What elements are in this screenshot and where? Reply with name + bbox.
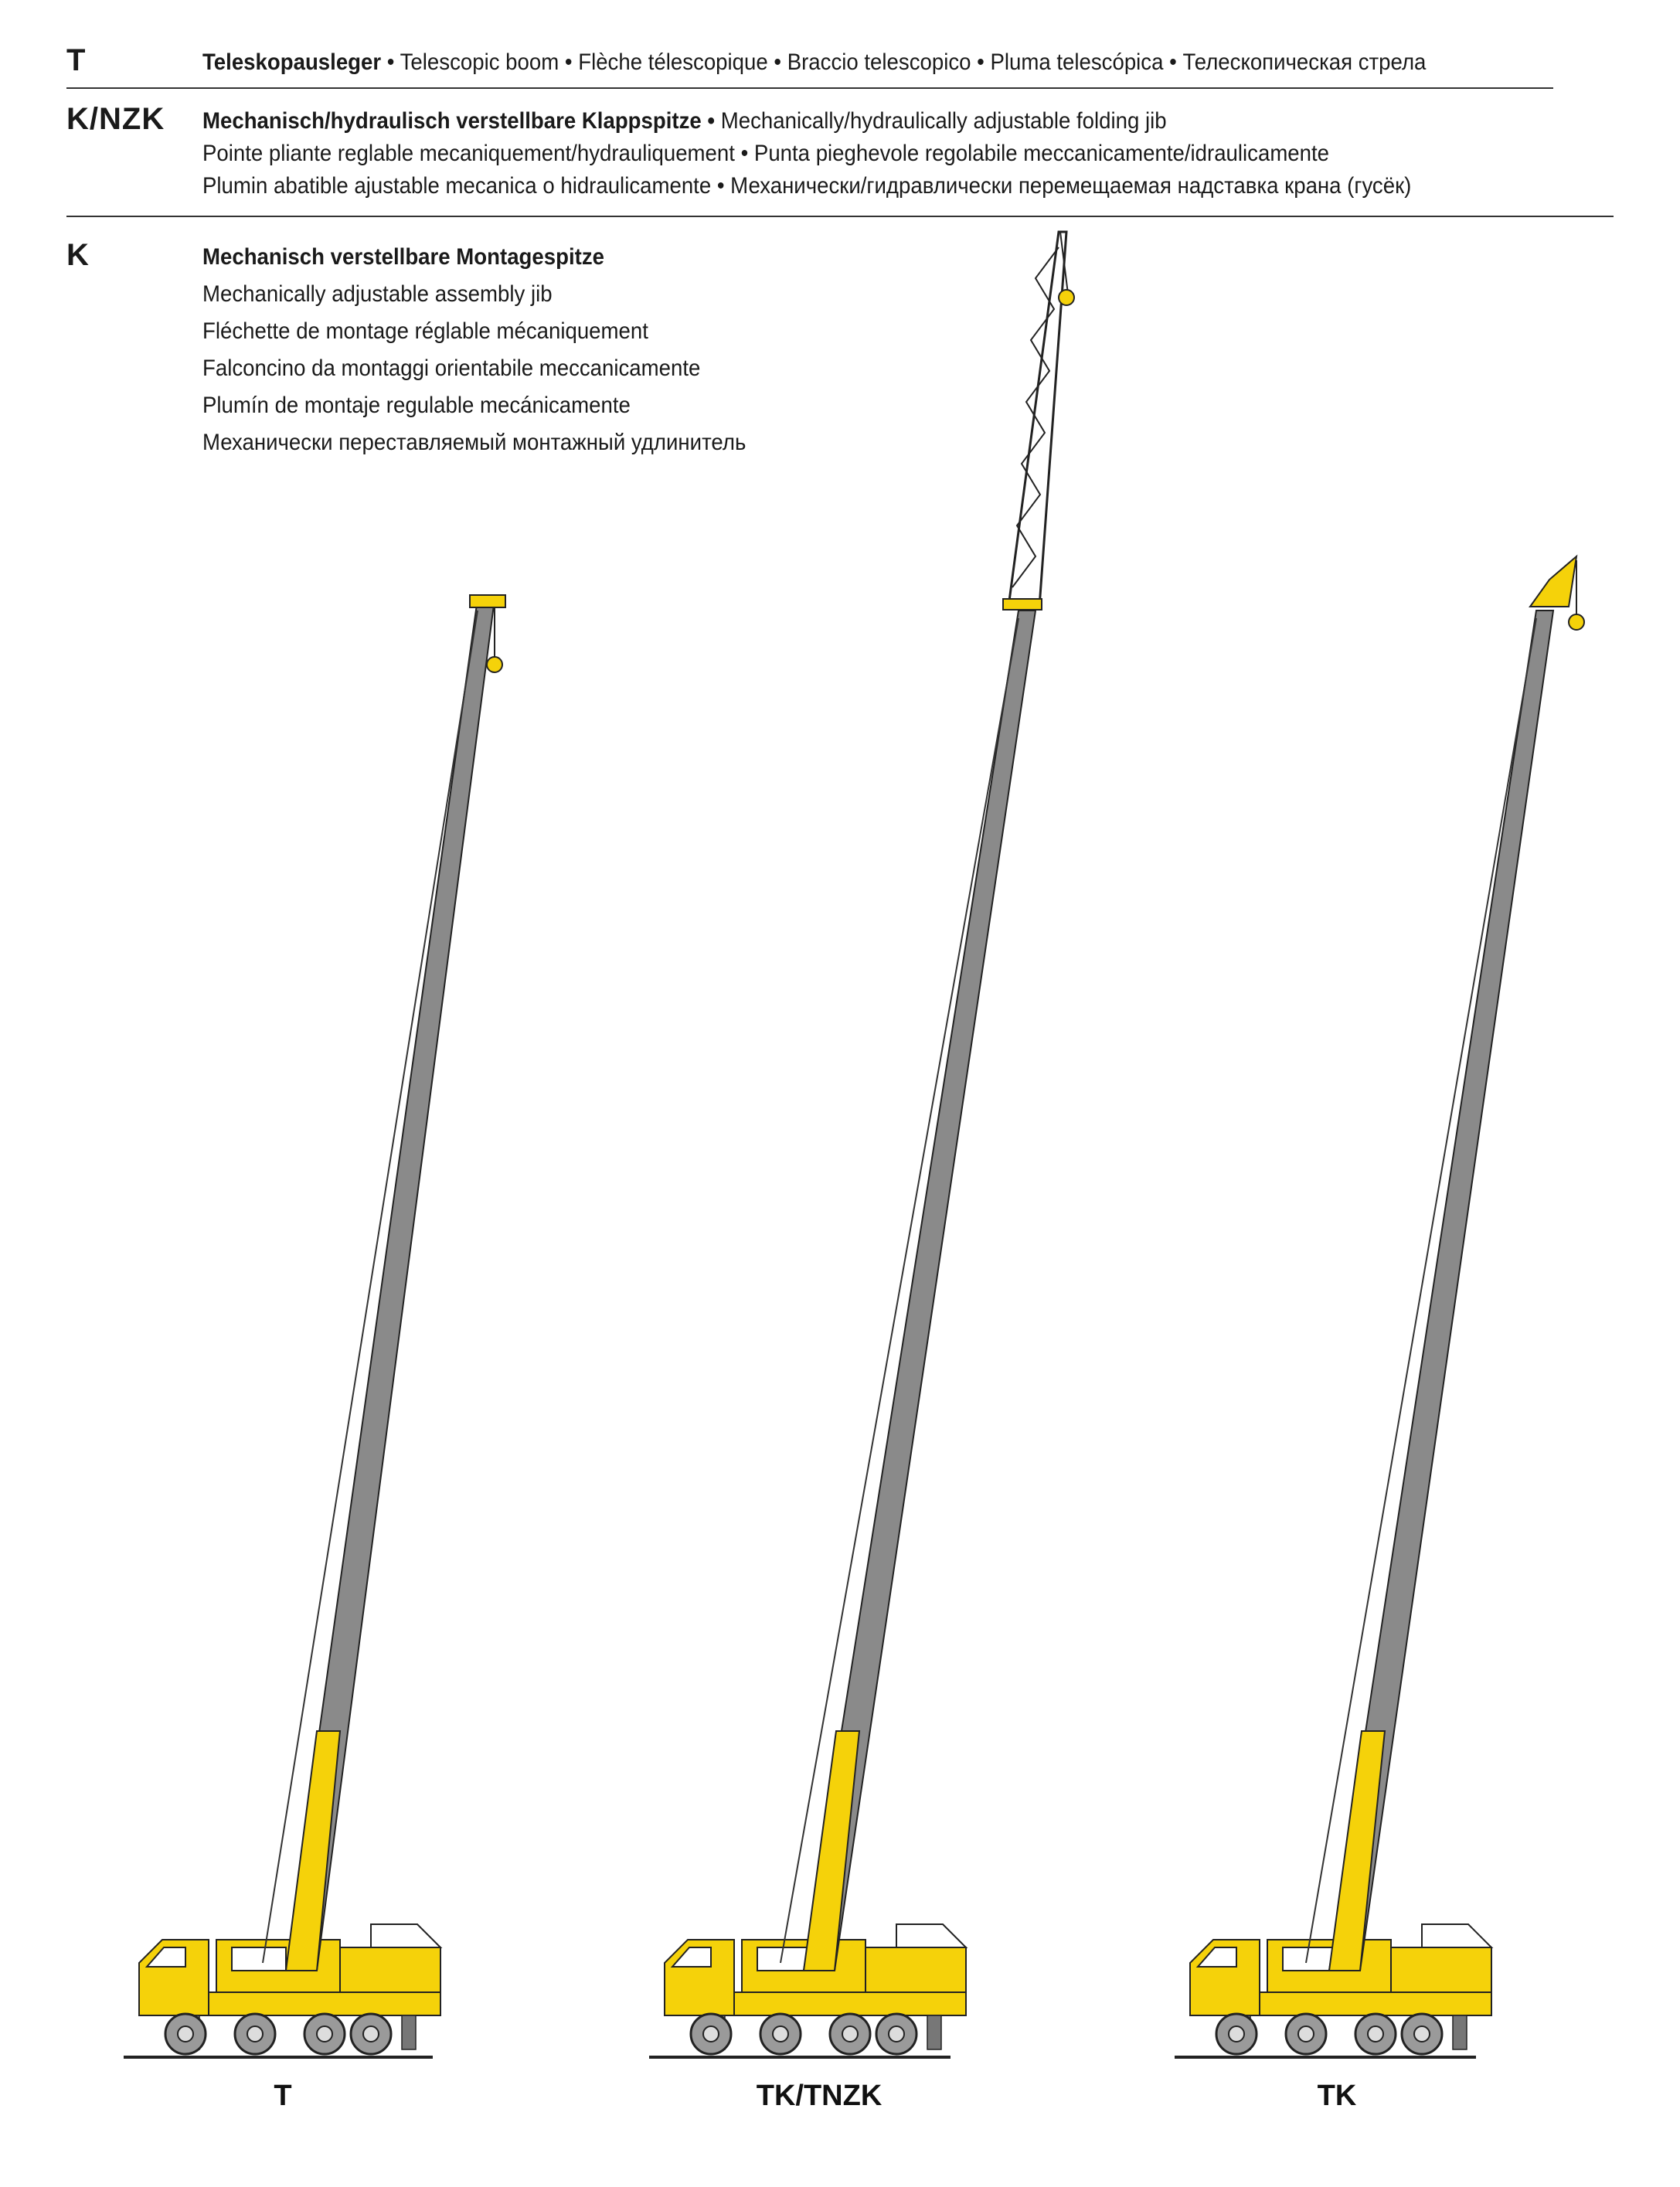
legend-line-bold: Teleskopausleger (202, 49, 382, 75)
legend-code: K (66, 238, 90, 272)
legend-line-rest: Mechanically adjustable assembly jib (202, 281, 553, 307)
legend-line-rest: Pointe pliante reglable mecaniquement/hydrauliquement • Punta pieghevole regolabile meccanicamente/idraulicamente (202, 141, 1330, 166)
legend-line-rest: • Telescopic boom • Flèche télescopique • Braccio telescopico • Pluma telescópica • Телескопическая стрела (381, 49, 1427, 75)
assembly-jib (1530, 556, 1576, 607)
crane-t (124, 595, 505, 2112)
boom-head (470, 595, 505, 607)
legend-line-bold: Mechanisch verstellbare Montagespitze (202, 244, 604, 270)
legend-code: T (66, 43, 87, 77)
luffing-cable (1306, 618, 1536, 1963)
legend-line-rest: Механически переставляемый монтажный удлинитель (202, 430, 746, 455)
crane-tk (1175, 556, 1584, 2112)
hook-block (1059, 290, 1074, 305)
hook-block (1569, 614, 1584, 630)
legend-line-rest: Plumín de montaje regulable mecánicamente (202, 393, 631, 418)
crane-label: T (274, 2080, 292, 2112)
legend-line-rest: Mechanically/hydraulically adjustable folding jib (715, 108, 1167, 134)
luffing-cable (780, 618, 1019, 1963)
legend-line-rest: Plumin abatible ajustable mecanica o hidraulicamente • Механически/гидравлически перемещаемая надставка крана (гусёк) (202, 173, 1412, 199)
crane-tk-tnzk (649, 232, 1074, 2112)
jib-base (1003, 599, 1042, 610)
crane-label: TK/TNZK (756, 2080, 883, 2112)
crane-label: TK (1317, 2080, 1357, 2112)
hook-block (487, 657, 502, 672)
luffing-cable (263, 611, 478, 1963)
legend-line-rest: Falconcino da montaggi orientabile meccanicamente (202, 355, 701, 381)
legend-code: K/NZK (66, 102, 165, 136)
legend-line-bold: Mechanisch/hydraulisch verstellbare Klappspitze • (202, 108, 716, 134)
lattice-jib-bracing (1012, 247, 1059, 587)
legend-line-rest: Fléchette de montage réglable mécaniquement (202, 318, 648, 344)
